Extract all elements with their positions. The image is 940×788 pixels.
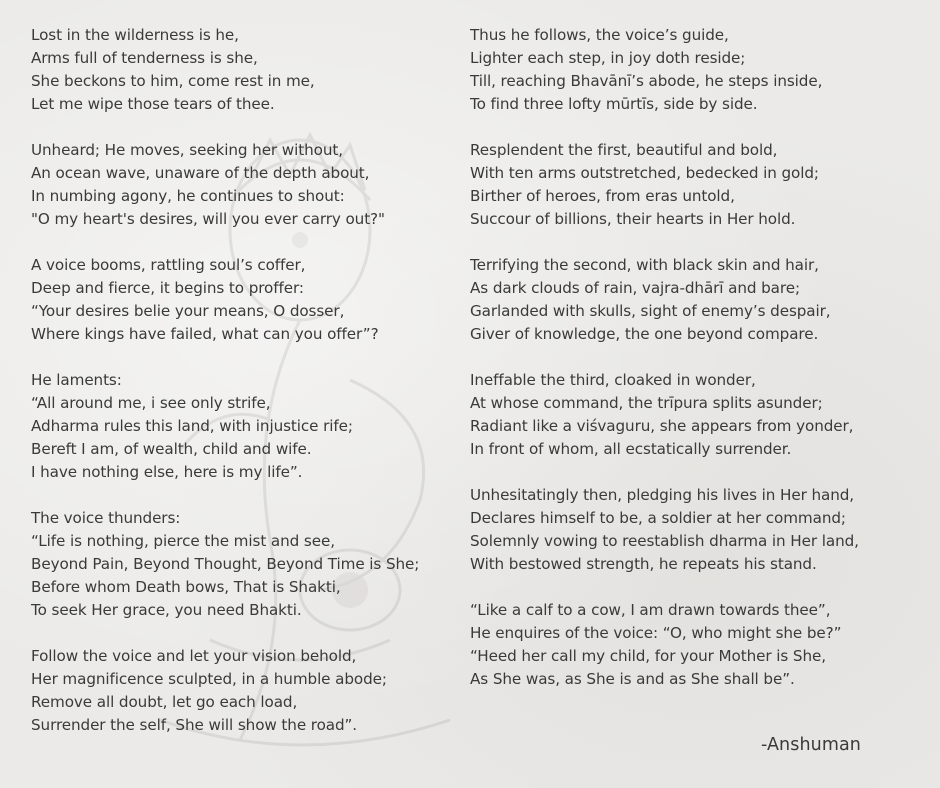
- stanza: [31, 254, 451, 346]
- poem-line: “Life is nothing, pierce the mist and see,: [31, 532, 335, 550]
- poem-line: He enquires of the voice: “O, who might she be?”: [470, 624, 842, 642]
- stanza: [31, 369, 451, 484]
- stanza: [31, 24, 451, 116]
- poem-line: Unhesitatingly then, pledging his lives in Her hand,: [470, 486, 855, 504]
- stanza: [470, 484, 910, 576]
- poem-line: Follow the voice and let your vision behold,: [31, 647, 357, 665]
- poem-line: Remove all doubt, let go each load,: [31, 693, 298, 711]
- poem-line: In front of whom, all ecstatically surrender.: [470, 440, 792, 458]
- stanza: [470, 254, 910, 346]
- poem-line: Giver of knowledge, the one beyond compare.: [470, 325, 819, 343]
- left-column: [31, 24, 451, 760]
- stanza: [470, 139, 910, 231]
- poem-line: To find three lofty mūrtīs, side by side.: [470, 95, 758, 113]
- poem-line: “Your desires belie your means, O dosser,: [31, 302, 345, 320]
- poem-line: He laments:: [31, 371, 122, 389]
- poem-line: Bereft I am, of wealth, child and wife.: [31, 440, 312, 458]
- poem-line: With bestowed strength, he repeats his stand.: [470, 555, 817, 573]
- poem-line: Ineffable the third, cloaked in wonder,: [470, 371, 756, 389]
- poem-line: Terrifying the second, with black skin and hair,: [470, 256, 819, 274]
- poem-line: Radiant like a viśvaguru, she appears from yonder,: [470, 417, 854, 435]
- poem-line: Deep and fierce, it begins to proffer:: [31, 279, 304, 297]
- poem-line: “All around me, i see only strife,: [31, 394, 271, 412]
- poem-line: Garlanded with skulls, sight of enemy’s despair,: [470, 302, 831, 320]
- poem-line: As dark clouds of rain, vajra-dhārī and bare;: [470, 279, 800, 297]
- poem-line: An ocean wave, unaware of the depth about,: [31, 164, 370, 182]
- right-column: [470, 24, 910, 714]
- poem-line: With ten arms outstretched, bedecked in gold;: [470, 164, 819, 182]
- poem-line: Resplendent the first, beautiful and bold,: [470, 141, 778, 159]
- poem-line: “Heed her call my child, for your Mother is She,: [470, 647, 826, 665]
- poem-line: A voice booms, rattling soul’s coffer,: [31, 256, 306, 274]
- poem-line: The voice thunders:: [31, 509, 181, 527]
- poem-line: At whose command, the trīpura splits asunder;: [470, 394, 823, 412]
- poem-line: Lighter each step, in joy doth reside;: [470, 49, 746, 67]
- poem-line: Succour of billions, their hearts in Her hold.: [470, 210, 796, 228]
- poem-line: She beckons to him, come rest in me,: [31, 72, 315, 90]
- poem-line: Declares himself to be, a soldier at her command;: [470, 509, 846, 527]
- poem-line: As She was, as She is and as She shall be”.: [470, 670, 795, 688]
- poem-line: I have nothing else, here is my life”.: [31, 463, 303, 481]
- poem-line: Birther of heroes, from eras untold,: [470, 187, 735, 205]
- stanza: [31, 645, 451, 737]
- poem-line: To seek Her grace, you need Bhakti.: [31, 601, 302, 619]
- poem-line: Beyond Pain, Beyond Thought, Beyond Time is She;: [31, 555, 420, 573]
- poem-line: Lost in the wilderness is he,: [31, 26, 239, 44]
- poem-line: Let me wipe those tears of thee.: [31, 95, 275, 113]
- stanza: [470, 369, 910, 461]
- poem-line: Adharma rules this land, with injustice rife;: [31, 417, 353, 435]
- stanza: [31, 507, 451, 622]
- poem-line: Surrender the self, She will show the road”.: [31, 716, 358, 734]
- poem-line: Before whom Death bows, That is Shakti,: [31, 578, 341, 596]
- poem-line: Solemnly vowing to reestablish dharma in Her land,: [470, 532, 859, 550]
- poem-line: Till, reaching Bhavānī’s abode, he steps inside,: [470, 72, 823, 90]
- stanza: [31, 139, 451, 231]
- poem-line: In numbing agony, he continues to shout:: [31, 187, 345, 205]
- poem-line: Unheard; He moves, seeking her without,: [31, 141, 343, 159]
- poem-line: “Like a calf to a cow, I am drawn towards thee”,: [470, 601, 831, 619]
- stanza: [470, 24, 910, 116]
- poem-line: Where kings have failed, what can you offer”?: [31, 325, 379, 343]
- stanza: [470, 599, 910, 691]
- author-signature: -Anshuman: [760, 735, 861, 755]
- poem-line: Thus he follows, the voice’s guide,: [470, 26, 729, 44]
- poem-line: Arms full of tenderness is she,: [31, 49, 258, 67]
- poem-line: Her magnificence sculpted, in a humble abode;: [31, 670, 387, 688]
- poem-line: "O my heart's desires, will you ever carry out?": [31, 210, 385, 228]
